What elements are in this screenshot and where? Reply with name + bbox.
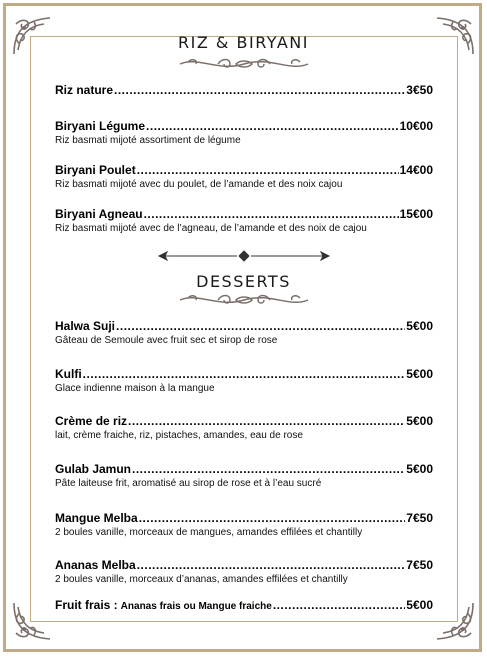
item-description: Glace indienne maison à la mangue [55, 383, 215, 394]
leader-dots [273, 598, 405, 612]
leader-dots [144, 207, 399, 221]
swirl-ornament-icon [178, 54, 310, 74]
leader-dots [128, 414, 405, 428]
leader-dots [137, 163, 399, 177]
menu-item [55, 558, 433, 585]
leader-dots [146, 119, 399, 133]
leader-dots [83, 367, 406, 381]
menu-item [55, 207, 433, 234]
item-description: Pâte laiteuse frit, aromatisé au sirop de rose et à l’eau sucré [55, 478, 322, 489]
item-description: lait, crème fraiche, riz, pistaches, amandes, eau de rose [55, 430, 303, 441]
arrow-divider-icon [157, 250, 331, 262]
leader-dots [139, 511, 406, 525]
item-price: 15€00 [399, 207, 433, 221]
item-subtitle: Ananas frais ou Mangue fraiche [120, 601, 272, 612]
menu-item [55, 83, 433, 97]
item-price: 7€50 [406, 558, 433, 572]
menu-item [55, 414, 433, 441]
corner-ornament-icon [10, 599, 54, 643]
item-description: 2 boules vanille, morceaux de mangues, amandes effilées et chantilly [55, 527, 363, 538]
item-description: 2 boules vanille, morceaux d’ananas, amandes effilées et chantilly [55, 574, 348, 585]
leader-dots [116, 319, 405, 333]
item-price: 14€00 [399, 163, 433, 177]
item-name: Biryani Agneau [55, 207, 143, 221]
item-name: Halwa Suji [55, 319, 116, 333]
item-name: Mangue Melba [55, 511, 138, 525]
item-description: Riz basmati mijoté avec du poulet, de l’amande et des noix cajou [55, 179, 343, 190]
swirl-ornament-icon [178, 290, 310, 310]
item-price: 7€50 [406, 511, 433, 525]
menu-item [55, 119, 433, 146]
menu-item [55, 598, 433, 612]
menu-item [55, 163, 433, 190]
item-name: Gulab Jamun [55, 462, 132, 476]
item-name: Riz nature [55, 83, 114, 97]
item-description: Gâteau de Semoule avec fruit sec et sirop de rose [55, 335, 278, 346]
corner-ornament-icon [433, 599, 477, 643]
menu-item [55, 319, 433, 346]
item-price: 10€00 [399, 119, 433, 133]
leader-dots [137, 558, 406, 572]
item-description: Riz basmati mijoté assortiment de légume [55, 135, 241, 146]
menu-item [55, 511, 433, 538]
item-name: Crème de riz [55, 414, 128, 428]
item-price: 5€00 [406, 462, 433, 476]
item-price: 5€00 [406, 414, 433, 428]
menu-item [55, 462, 433, 489]
section-title-desserts: DESSERTS [196, 272, 291, 291]
item-price: 5€00 [406, 319, 433, 333]
leader-dots [132, 462, 405, 476]
item-name: Biryani Légume [55, 119, 146, 133]
item-name: Fruit frais : [55, 598, 118, 612]
item-price: 3€50 [406, 83, 433, 97]
item-price: 5€00 [406, 598, 433, 612]
section-title-riz-biryani: RIZ & BIRYANI [178, 33, 309, 52]
item-name: Ananas Melba [55, 558, 136, 572]
item-name: Kulfi [55, 367, 82, 381]
menu-item [55, 367, 433, 394]
item-description: Riz basmati mijoté avec de l’agneau, de l’amande et des noix de cajou [55, 223, 367, 234]
leader-dots [114, 83, 405, 97]
item-name: Biryani Poulet [55, 163, 136, 177]
item-price: 5€00 [406, 367, 433, 381]
